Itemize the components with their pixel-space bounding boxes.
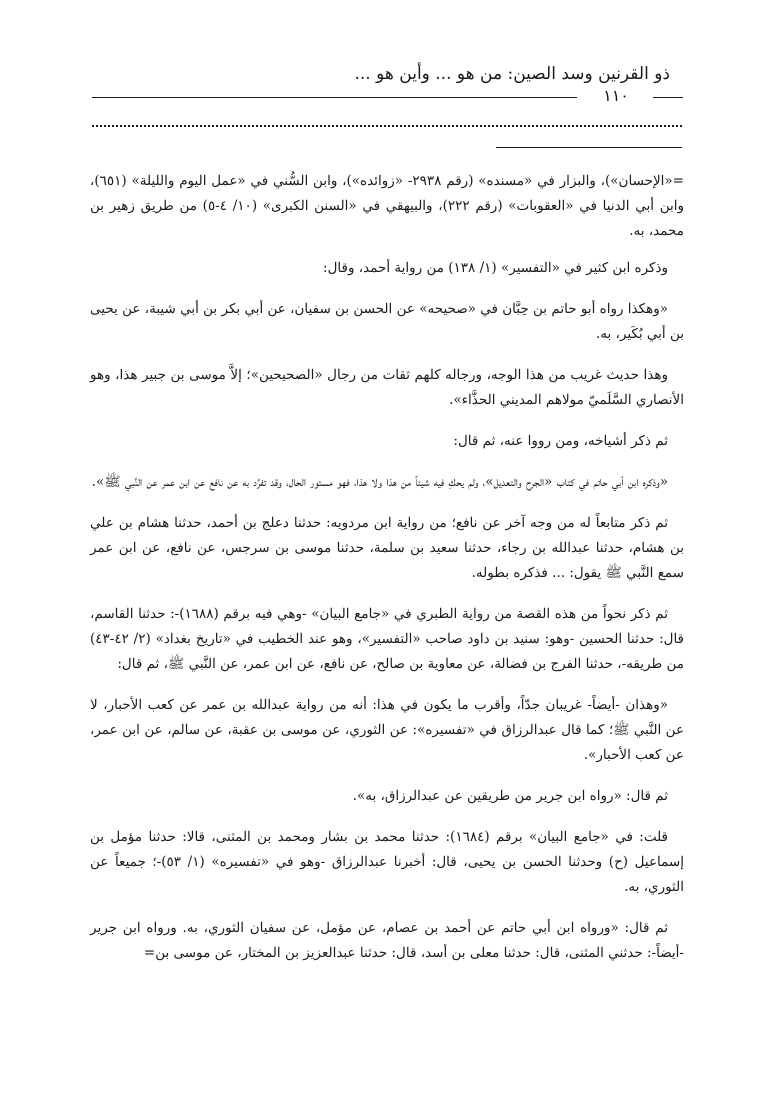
footnote-paragraph-1: =«الإحسان»)، والبزار في «مسنده» (رقم ٢٩٣٨- «زوائده»)، وابن السُّني في «عمل اليوم والليلة» (٦٥١)، وابن أبي الدنيا في «العقوبات» (رقم ٢٢٢)، والبيهقي في «السنن الكبرى» (١٠/ ٤-٥) من طريق زهير بن محمد، به. <box>90 173 684 239</box>
footnote-paragraph-5: ثم ذكر أشياخه، ومن رووا عنه، ثم قال: <box>453 433 668 449</box>
footnote-paragraph-3: «وهكذا رواه أبو حاتم بن حِبَّان في «صحيحه» عن الحسن بن سفيان، عن أبي بكر بن أبي شيبة، عن يحيى بن أبي بُكَير، به. <box>90 301 684 342</box>
footnote-paragraph-2: وذكره ابن كثير في «التفسير» (١/ ١٣٨) من رواية أحمد، وقال: <box>323 260 668 276</box>
footnote-paragraph-8: ثم ذكر نحواً من هذه القصة من رواية الطبري في «جامع البيان» -وهي فيه برقم (١٦٨٨)-: حدثنا القاسم، قال: حدثنا الحسين -وهو: سنيد بن داود صاحب «التفسير»، وهو عند الخطيب في «تاريخ بغداد» (٢/ ٤٢-٤٣) من طريقه-، حدثنا الفرج بن فضالة، عن معاوية بن صالح، عن نافع، عن ابن عمر، عن النَّبي ﷺ، ثم قال: <box>90 606 685 672</box>
footnote-paragraph-12: ثم قال: «ورواه ابن أبي حاتم عن أحمد بن عصام، عن مؤمل، عن سفيان الثوري، به. ورواه ابن جرير -أيضاً-: حدثني المثنى، قال: حدثنا معلى بن أسد، قال: حدثنا عبدالعزيز بن المختار، عن موسى بن= <box>90 920 684 961</box>
footnote-text <box>90 169 684 982</box>
page-number: ١١٠ <box>603 86 629 105</box>
footnote-separator-rule <box>496 147 682 148</box>
header-rule-right <box>653 97 683 98</box>
running-head-title: ذو القرنين وسد الصين: من هو ... وأين هو ... <box>354 64 670 84</box>
footnote-paragraph-11: قلت: في «جامع البيان» برقم (١٦٨٤): حدثنا محمد بن بشار ومحمد بن المثنى، قالا: حدثنا مؤمل بن إسماعيل (ح) وحدثنا الحسن بن يحيى، قال: أخبرنا عبدالرزاق -وهو في «تفسيره» (١/ ٥٣)-؛ جميعاً عن الثوري، به. <box>90 829 684 895</box>
footnote-paragraph-7: ثم ذكر متابعاً له من وجه آخر عن نافع؛ من رواية ابن مردويه: حدثنا دعلج بن أحمد، حدثنا هشام بن علي بن هشام، حدثنا عبدالله بن رجاء، حدثنا سعيد بن سلمة، حدثنا موسى بن سرجس، عن نافع، عن ابن عمر سمع النَّبي ﷺ يقول: ... فذكره بطوله. <box>90 515 684 581</box>
header-rule-left <box>92 97 577 98</box>
footnote-paragraph-4: وهذا حديث غريب من هذا الوجه، ورجاله كلهم ثقات من رجال «الصحيحين»؛ إلاَّ موسى بن جبير هذا، وهو الأنصاري السَّلَميّ مولاهم المديني الحذَّاء». <box>90 367 684 408</box>
dotted-separator <box>92 125 682 127</box>
footnote-paragraph-10: ثم قال: «رواه ابن جرير من طريقين عن عبدالرزاق، به». <box>352 788 668 804</box>
footnote-paragraph-9: «وهذان -أيضاً- غريبان جدّاً، وأقرب ما يكون في هذا: أنه من رواية عبدالله بن عمر عن كعب الأحبار، لا عن النَّبي ﷺ؛ كما قال عبدالرزاق في «تفسيره»: عن الثوري، عن موسى بن عقبة، عن سالم، عن ابن عمر، عن كعب الأحبار». <box>90 697 684 763</box>
footnote-paragraph-6: «وذكره ابن أبي حاتم في كتاب «الجرح والتعديل»، ولم يحكِ فيه شيئاً من هذا ولا هذا، فهو مستور الحال، وقد تفرَّد به عن نافع عن ابن عمر عن النَّبي ﷺ». <box>91 474 668 490</box>
